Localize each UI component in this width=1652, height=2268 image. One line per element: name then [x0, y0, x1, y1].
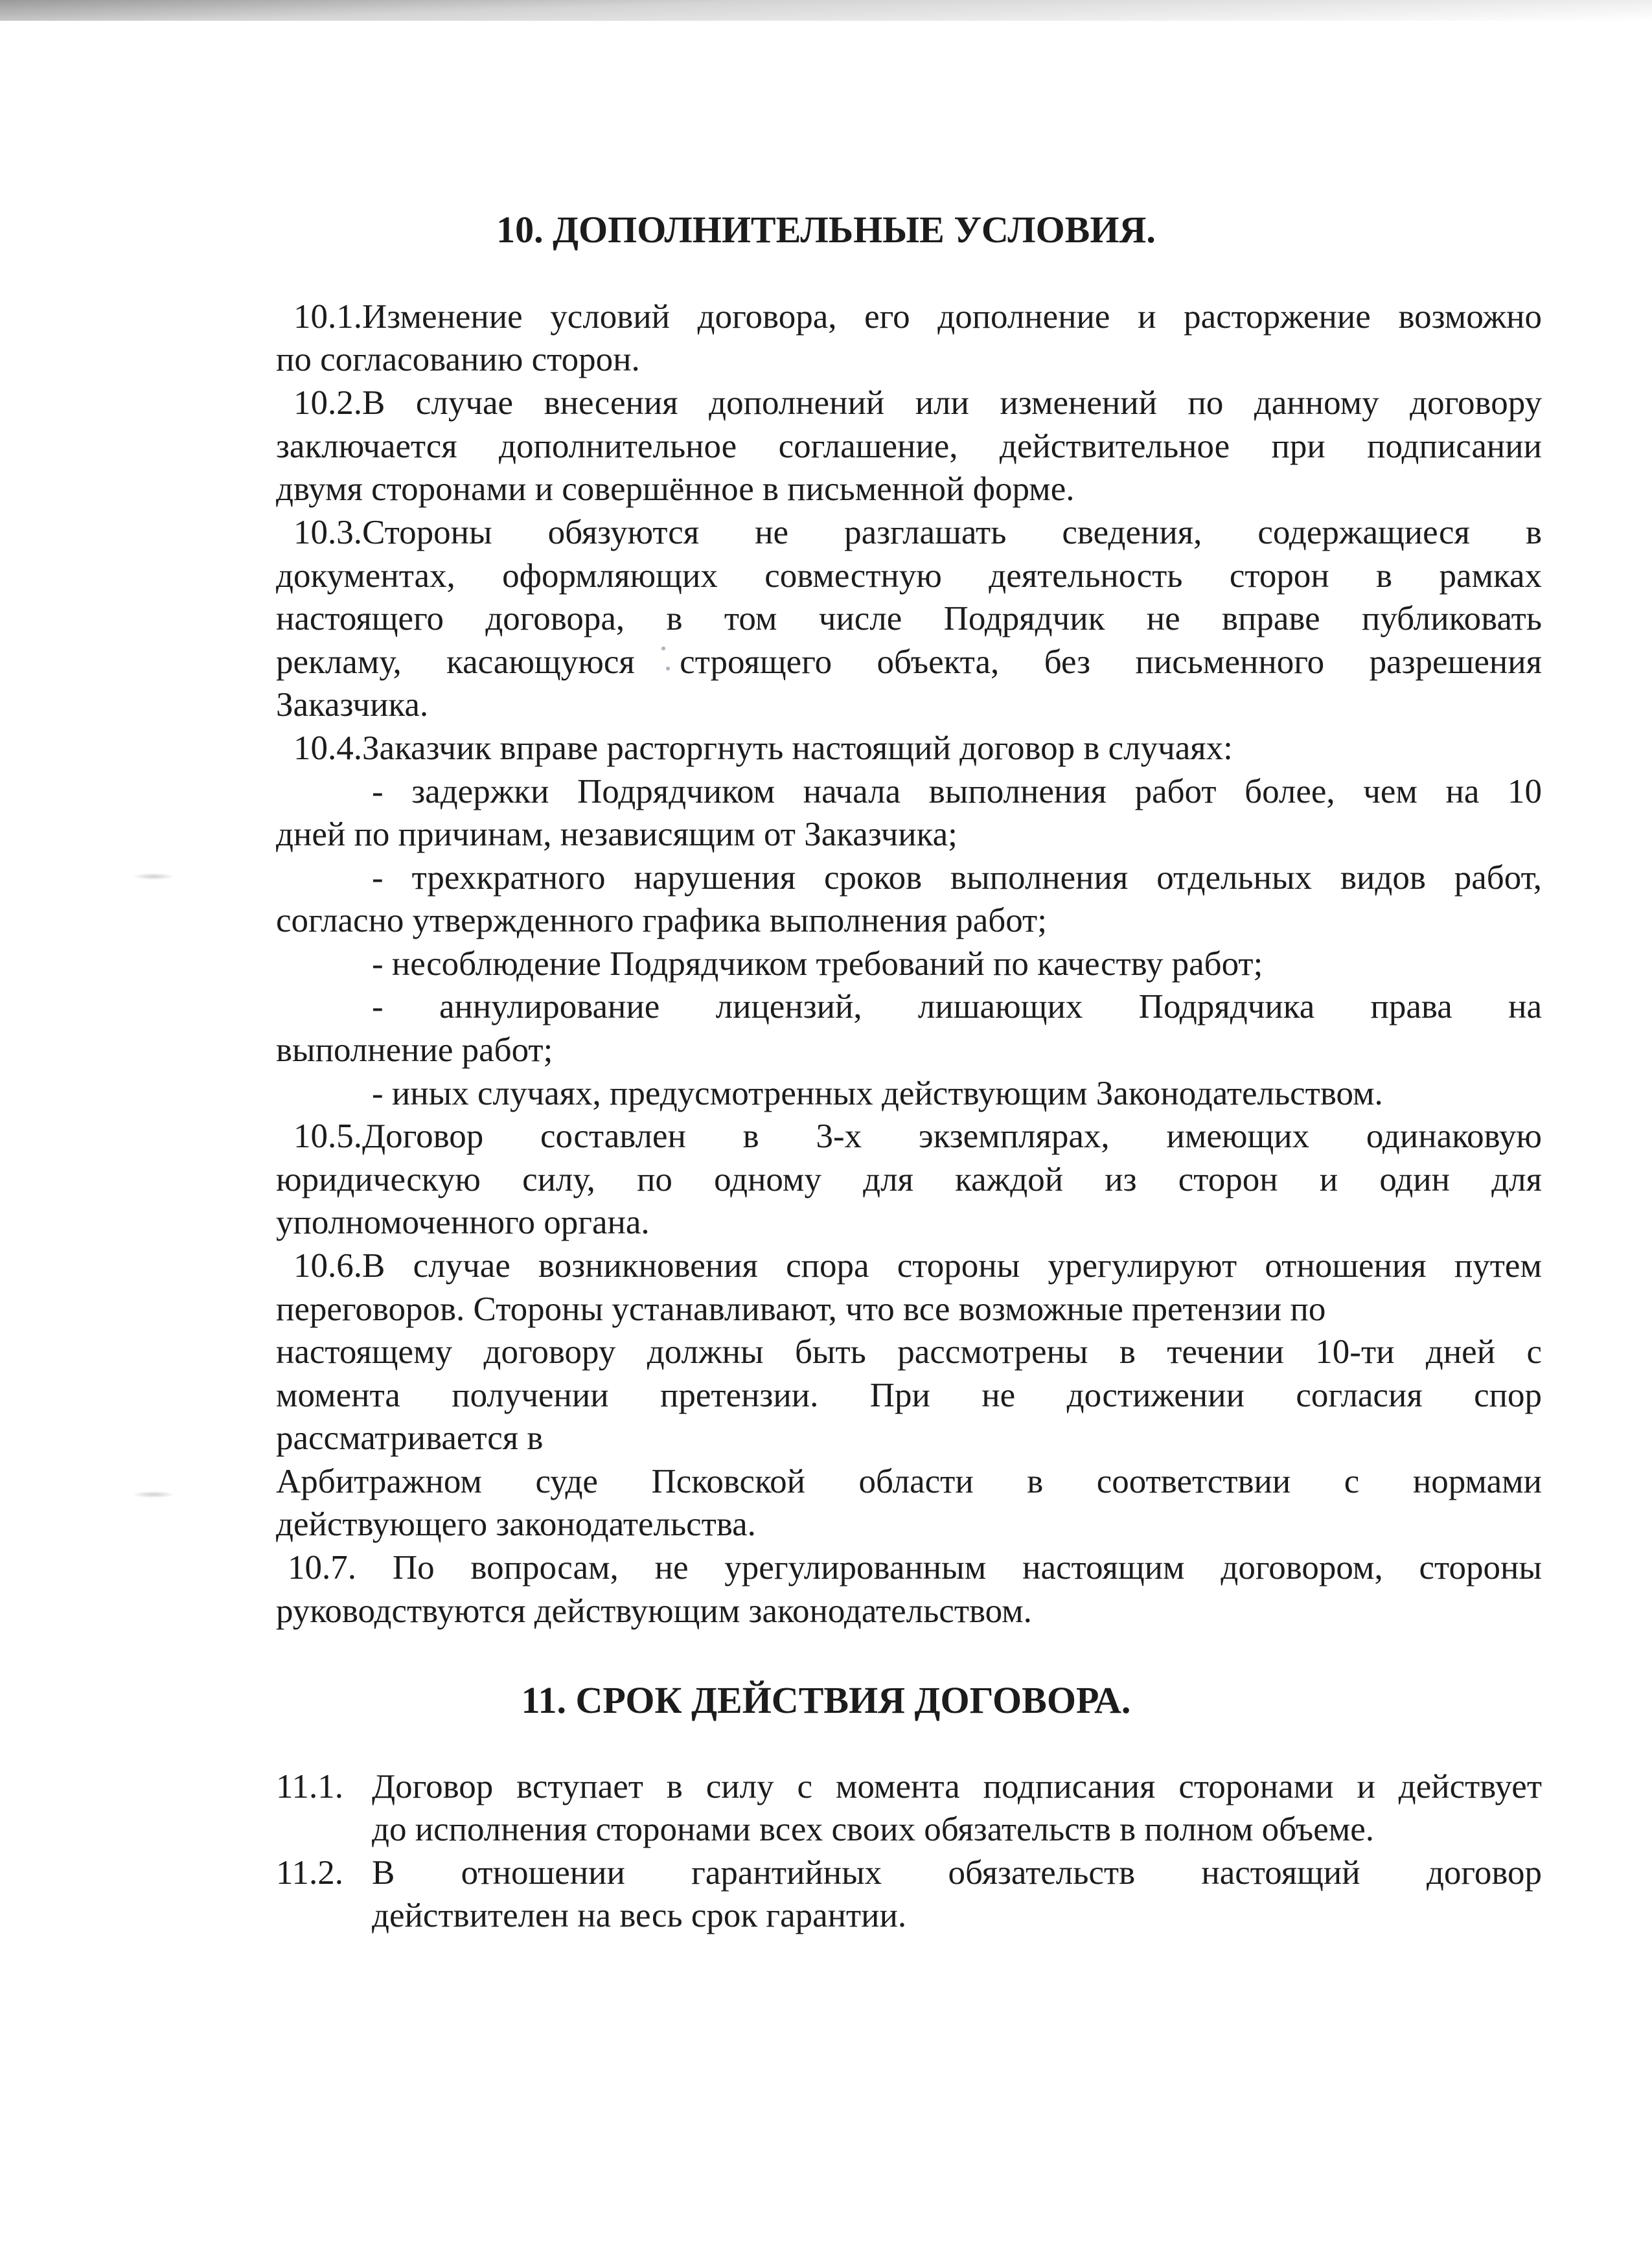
paragraph-line: двумя сторонами и совершённое в письменной форме.: [276, 470, 1075, 508]
paragraph-line: юридическую силу, по одному для каждой из сторон и один для: [276, 1161, 1542, 1198]
scan-top-edge: [0, 0, 1652, 21]
paragraph-line: уполномоченного органа.: [276, 1204, 650, 1241]
section-11-heading: 11. СРОК ДЕЙСТВИЯ ДОГОВОРА.: [521, 1679, 1131, 1721]
paragraph-line: 10.3.Стороны обязуются не разглашать сведения, содержащиеся в: [293, 514, 1542, 551]
clause-line: действителен на весь срок гарантии.: [372, 1897, 907, 1934]
paragraph-line: 10.1.Изменение условий договора, его дополнение и расторжение возможно: [293, 298, 1542, 336]
paragraph-line: переговоров. Стороны устанавливают, что все возможные претензии по: [276, 1290, 1326, 1328]
paragraph-line: - трехкратного нарушения сроков выполнения отдельных видов работ,: [372, 859, 1542, 897]
paragraph-line: согласно утвержденного графика выполнения работ;: [276, 902, 1047, 939]
scan-mark: [133, 1491, 174, 1498]
paragraph-line: 10.2.В случае внесения дополнений или изменений по данному договору: [293, 384, 1542, 422]
paragraph-line: выполнение работ;: [276, 1031, 553, 1069]
paragraph-line: - аннулирование лицензий, лишающих Подрядчика права на: [372, 988, 1542, 1025]
paragraph-line: Заказчика.: [276, 686, 429, 724]
paragraph-line: момента получении претензии. При не достижении согласия спор: [276, 1377, 1542, 1414]
scan-mark: [133, 873, 174, 880]
paragraph-line: рассматривается в: [276, 1419, 544, 1457]
paragraph-line: - несоблюдение Подрядчиком требований по качеству работ;: [372, 945, 1263, 983]
paragraph-line: настоящего договора, в том числе Подрядчик не вправе публиковать: [276, 600, 1542, 637]
paragraph-line: 10.6.В случае возникновения спора стороны урегулируют отношения путем: [293, 1247, 1542, 1285]
paragraph-line: 10.4.Заказчик вправе расторгнуть настоящий договор в случаях:: [293, 729, 1233, 767]
paragraph-line: 10.5.Договор составлен в 3-х экземплярах, имеющих одинаковую: [293, 1117, 1542, 1155]
paragraph-line: настоящему договору должны быть рассмотрены в течении 10-ти дней с: [276, 1333, 1542, 1371]
clause-line: Договор вступает в силу с момента подписания сторонами и действует: [372, 1768, 1542, 1805]
paragraph-line: документах, оформляющих совместную деятельность сторон в рамках: [276, 557, 1542, 595]
paragraph-line: по согласованию сторон.: [276, 341, 640, 378]
paragraph-line: рекламу, касающуюся строящего объекта, без письменного разрешения: [276, 643, 1542, 681]
clause-line: до исполнения сторонами всех своих обязательств в полном объеме.: [372, 1811, 1375, 1848]
paragraph-line: руководствуются действующим законодательством.: [276, 1592, 1032, 1630]
clause-line: В отношении гарантийных обязательств настоящий договор: [372, 1854, 1542, 1892]
paragraph-line: дней по причинам, независящим от Заказчика;: [276, 816, 958, 853]
paragraph-line: - иных случаях, предусмотренных действующим Законодательством.: [372, 1075, 1383, 1112]
paragraph-line: действующего законодательства.: [276, 1506, 756, 1543]
paragraph-line: - задержки Подрядчиком начала выполнения работ более, чем на 10: [372, 773, 1542, 810]
clause-number: 11.1.: [276, 1768, 344, 1805]
paragraph-line: 10.7. По вопросам, не урегулированным настоящим договором, стороны: [288, 1549, 1542, 1586]
paragraph-line: заключается дополнительное соглашение, действительное при подписании: [276, 428, 1542, 465]
clause-number: 11.2.: [276, 1854, 344, 1892]
section-10-heading: 10. ДОПОЛНИТЕЛЬНЫЕ УСЛОВИЯ.: [496, 209, 1156, 251]
paragraph-line: Арбитражном суде Псковской области в соответствии с нормами: [276, 1463, 1542, 1500]
